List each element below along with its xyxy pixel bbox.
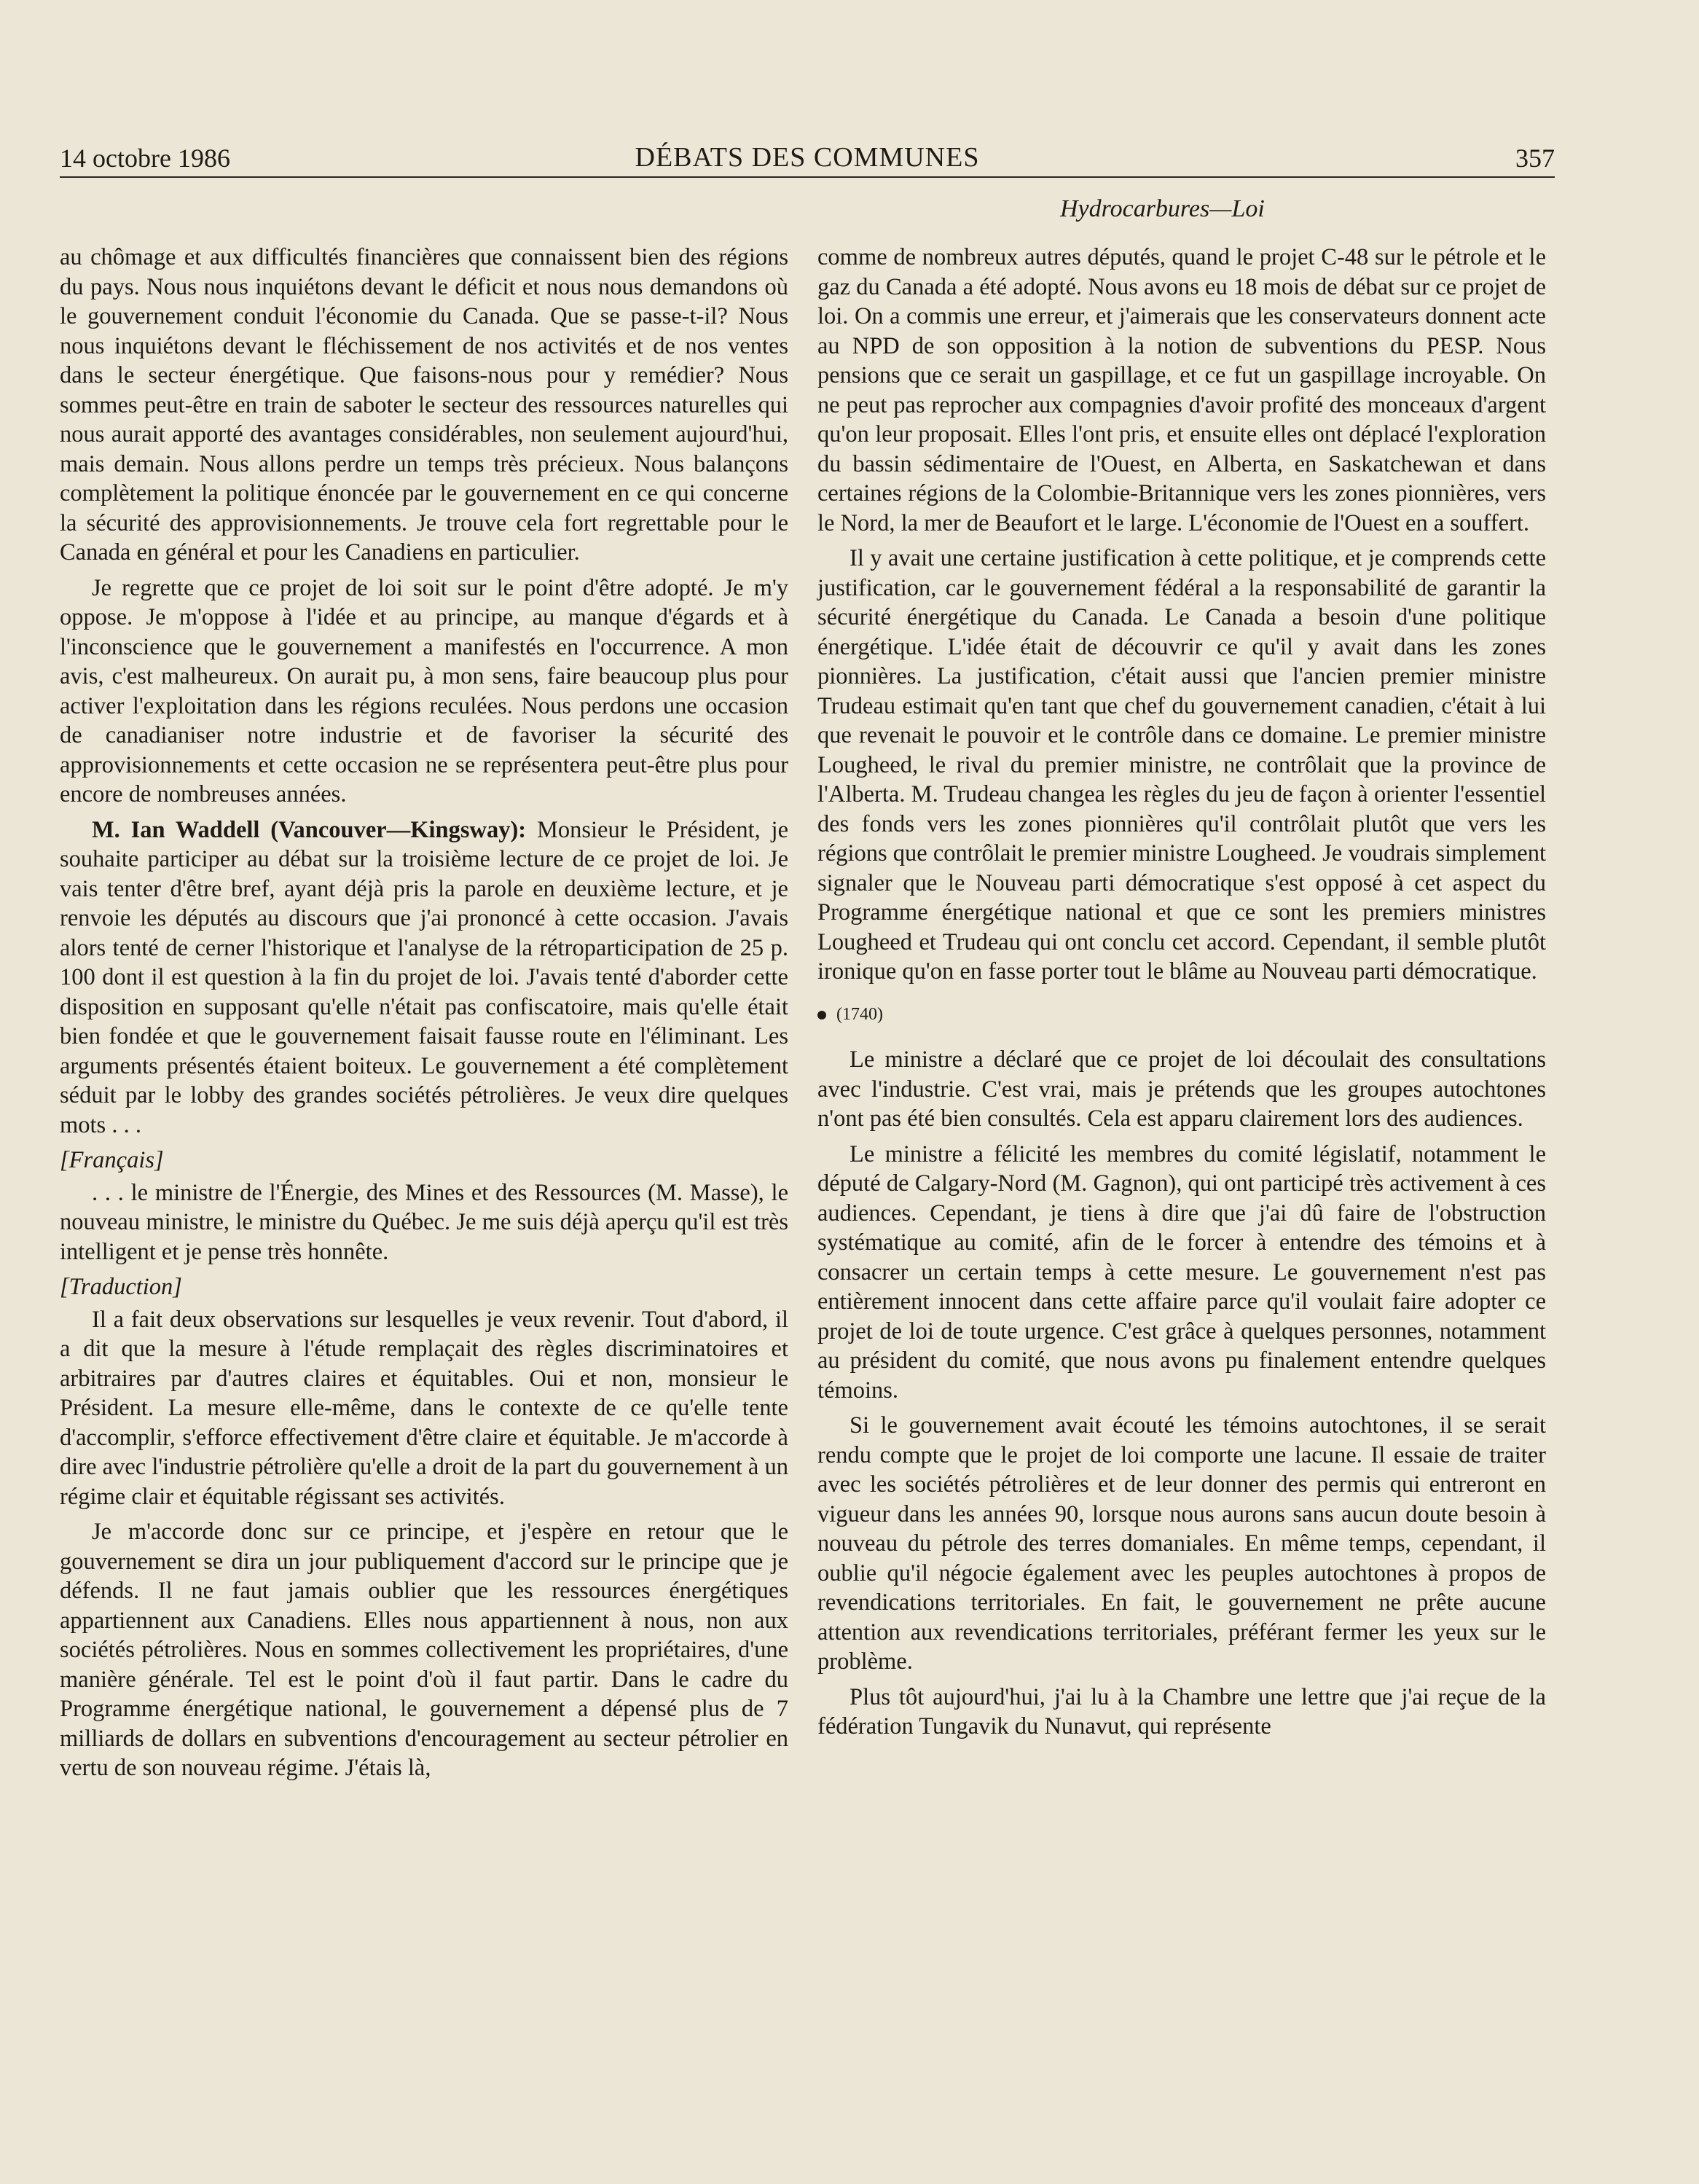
paragraph xyxy=(60,815,788,1140)
running-head: Hydrocarbures—Loi xyxy=(1060,195,1265,222)
timestamp-text: (1740) xyxy=(836,1004,883,1024)
paragraph: Si le gouvernement avait écouté les témoins autochtones, il se serait rendu compte que le projet de loi comporte une lacune. Il essaie de traiter avec les sociétés pétrolières et de leur donner des permis qui entreront en vigueur dans les années 90, lorsque nous aurons sans aucun doute besoin à nouveau du pétrole des terres domaniales. En même temps, cependant, il oublie qu'il négocie également avec les peuples autochtones à propos de revendications territoriales. En fait, le gouvernement ne prête aucune attention aux revendications territoriales, préférant fermer les yeux sur le problème. xyxy=(817,1412,1546,1675)
paragraph: . . . le ministre de l'Énergie, des Mines et des Ressources (M. Masse), le nouveau ministre, le ministre du Québec. Je me suis déjà aperçu qu'il est très intelligent et je pense très honnête. xyxy=(60,1179,788,1265)
paragraph: au chômage et aux difficultés financières que connaissent bien des régions du pays. Nous nous inquiétons devant le déficit et nous nous demandons où le gouvernement conduit l'économie du Canada. Que se passe-t-il? Nous nous inquiétons devant le fléchissement de nos activités et de nos ventes dans le secteur énergétique. Que faisons-nous pour y remédier? Nous sommes peut-être en train de saboter le secteur des ressources naturelles qui nous aurait apporté des avantages considérables, non seulement aujourd'hui, mais demain. Nous allons perdre un temps très précieux. Nous balançons complètement la politique énoncée par le gouvernement en ce qui concerne la sécurité des approvisionnements. Je trouve cela fort regrettable pour le Canada en général et pour les Canadiens en particulier. xyxy=(60,244,788,565)
page-number: 357 xyxy=(1515,144,1555,173)
paragraph: Je m'accorde donc sur ce principe, et j'espère en retour que le gouvernement se dira un jour publiquement d'accord sur le principe que je défends. Il ne faut jamais oublier que les ressources énergétiques appartiennent aux Canadiens. Elles nous appartiennent à nous, non aux sociétés pétrolières. Nous en sommes collectivement les propriétaires, d'une manière générale. Tel est le point d'où il faut partir. Dans le cadre du Programme énergétique national, le gouvernement a dépensé plus de 7 milliards de dollars en subventions d'encouragement au secteur pétrolier en vertu de son nouveau régime. J'étais là, xyxy=(60,1519,788,1781)
paragraph: Je regrette que ce projet de loi soit sur le point d'être adopté. Je m'y oppose. Je m'oppose à l'idée et au principe, au manque d'égards et à l'inconscience que le gouvernement a manifestés en l'occurrence. A mon avis, c'est malheureux. On aurait pu, à mon sens, faire beaucoup plus pour activer l'exploitation dans les régions reculées. Nous perdons une occasion de canadianiser notre industrie et de favoriser la sécurité des approvisionnements et cette occasion ne se représentera peut-être plus pour encore de nombreuses années. xyxy=(60,574,788,807)
paragraph: comme de nombreux autres députés, quand le projet C-48 sur le pétrole et le gaz du Canada a été adopté. Nous avons eu 18 mois de débat sur ce projet de loi. On a commis une erreur, et j'aimerais que les conservateurs donnent acte au NPD de son opposition à la notion de subventions du PESP. Nous pensions que ce serait un gaspillage, et ce fut un gaspillage incroyable. On ne peut pas reprocher aux compagnies d'avoir profité des monceaux d'argent qu'on leur proposait. Elles l'ont pris, et ensuite elles ont déplacé l'exploration du bassin sédimentaire de l'Ouest, en Alberta, en Saskatchewan et dans certaines régions de la Colombie-Britannique vers les zones pionnières, vers le Nord, la mer de Beaufort et le large. L'économie de l'Ouest en a souffert. xyxy=(817,244,1546,536)
page-header xyxy=(60,138,1555,178)
paragraph: Il a fait deux observations sur lesquelles je veux revenir. Tout d'abord, il a dit que la mesure à l'étude remplaçait des règles discriminatoires et arbitraires par d'autres claires et équitables. Oui et non, monsieur le Président. La mesure elle-même, dans le contexte de ce qu'elle tente d'accomplir, s'efforce effectivement d'être claire et équitable. Je m'accorde à dire avec l'industrie pétrolière qu'elle a droit de la part du gouvernement à un régime clair et équitable régissant ses activités. xyxy=(60,1306,788,1510)
language-marker: [Français] xyxy=(60,1147,164,1173)
timestamp xyxy=(817,1000,1546,1030)
header-date: 14 octobre 1986 xyxy=(60,144,230,173)
paragraph: Plus tôt aujourd'hui, j'ai lu à la Chambre une lettre que j'ai reçue de la fédération Tungavik du Nunavut, qui représente xyxy=(817,1683,1546,1739)
bullet-icon xyxy=(817,1011,826,1019)
language-marker: [Traduction] xyxy=(60,1274,182,1300)
speaker-name: M. Ian Waddell (Vancouver—Kingsway): xyxy=(92,816,527,843)
paragraph: Il y avait une certaine justification à cette politique, et je comprends cette justification, car le gouvernement fédéral a la responsabilité de garantir la sécurité énergétique du Canada. Le Canada a besoin d'une politique énergétique. L'idée était de découvrir ce qu'il y avait dans les zones pionnières. La justification, c'était aussi que l'ancien premier ministre Trudeau estimait qu'en tant que chef du gouvernement canadien, c'était à lui que revenait le pouvoir et le contrôle dans ce domaine. Le premier ministre Lougheed, le rival du premier ministre, ne contrôlait que la province de l'Alberta. M. Trudeau changea les règles du jeu de façon à orienter l'essentiel des fonds vers les zones pionnières qu'il contrôlait plutôt que vers les régions que contrôlait le premier ministre Lougheed. Je voudrais simplement signaler que le Nouveau parti démocratique s'est opposé à cet aspect du Programme énergétique national et que ce sont les premiers ministres Lougheed et Trudeau qui ont conclu cet accord. Cependant, il semble plutôt ironique qu'on en fasse porter tout le blâme au Nouveau parti démocratique. xyxy=(817,545,1547,985)
header-title: DÉBATS DES COMMUNES xyxy=(635,142,980,173)
paragraph: Le ministre a félicité les membres du comité législatif, notamment le député de Calgary-Nord (M. Gagnon), qui ont participé très activement à ces audiences. Cependant, je tiens à dire que j'ai dû faire de l'obstruction systématique au comité, afin de le forcer à entendre des témoins et à consacrer un certain temps à cette mesure. Le gouvernement n'est pas entièrement innocent dans cette affaire parce qu'il voulait faire adopter ce projet de loi de toute urgence. C'est grâce à quelques personnes, notamment au président du comité, que nous avons pu finalement entendre quelques témoins. xyxy=(817,1140,1546,1404)
left-column xyxy=(60,243,788,1789)
speech-text: Monsieur le Président, je souhaite participer au débat sur la troisième lecture de ce projet de loi. Je vais tenter d'être bref, ayant déjà pris la parole en deuxième lecture, et je renvoie les députés au discours que j'ai prononcé à cette occasion. J'avais alors tenté de cerner l'historique et l'analyse de la rétroparticipation de 25 p. 100 dont il est question à la fin du projet de loi. J'avais tenté d'aborder cette disposition en supposant qu'elle n'était pas confiscatoire, mais qu'elle était bien fondée et que le gouvernement faisait fausse route en l'éliminant. Les arguments présentés étaient boiteux. Le gouvernement a été complètement séduit par le lobby des grandes sociétés pétrolières. Je veux dire quelques mots . . . xyxy=(60,816,789,1138)
paragraph: Le ministre a déclaré que ce projet de loi découlait des consultations avec l'industrie. C'est vrai, mais je prétends que les groupes autochtones n'ont pas été bien consultés. Cela est apparu clairement lors des audiences. xyxy=(817,1046,1546,1132)
right-column xyxy=(817,243,1546,1747)
